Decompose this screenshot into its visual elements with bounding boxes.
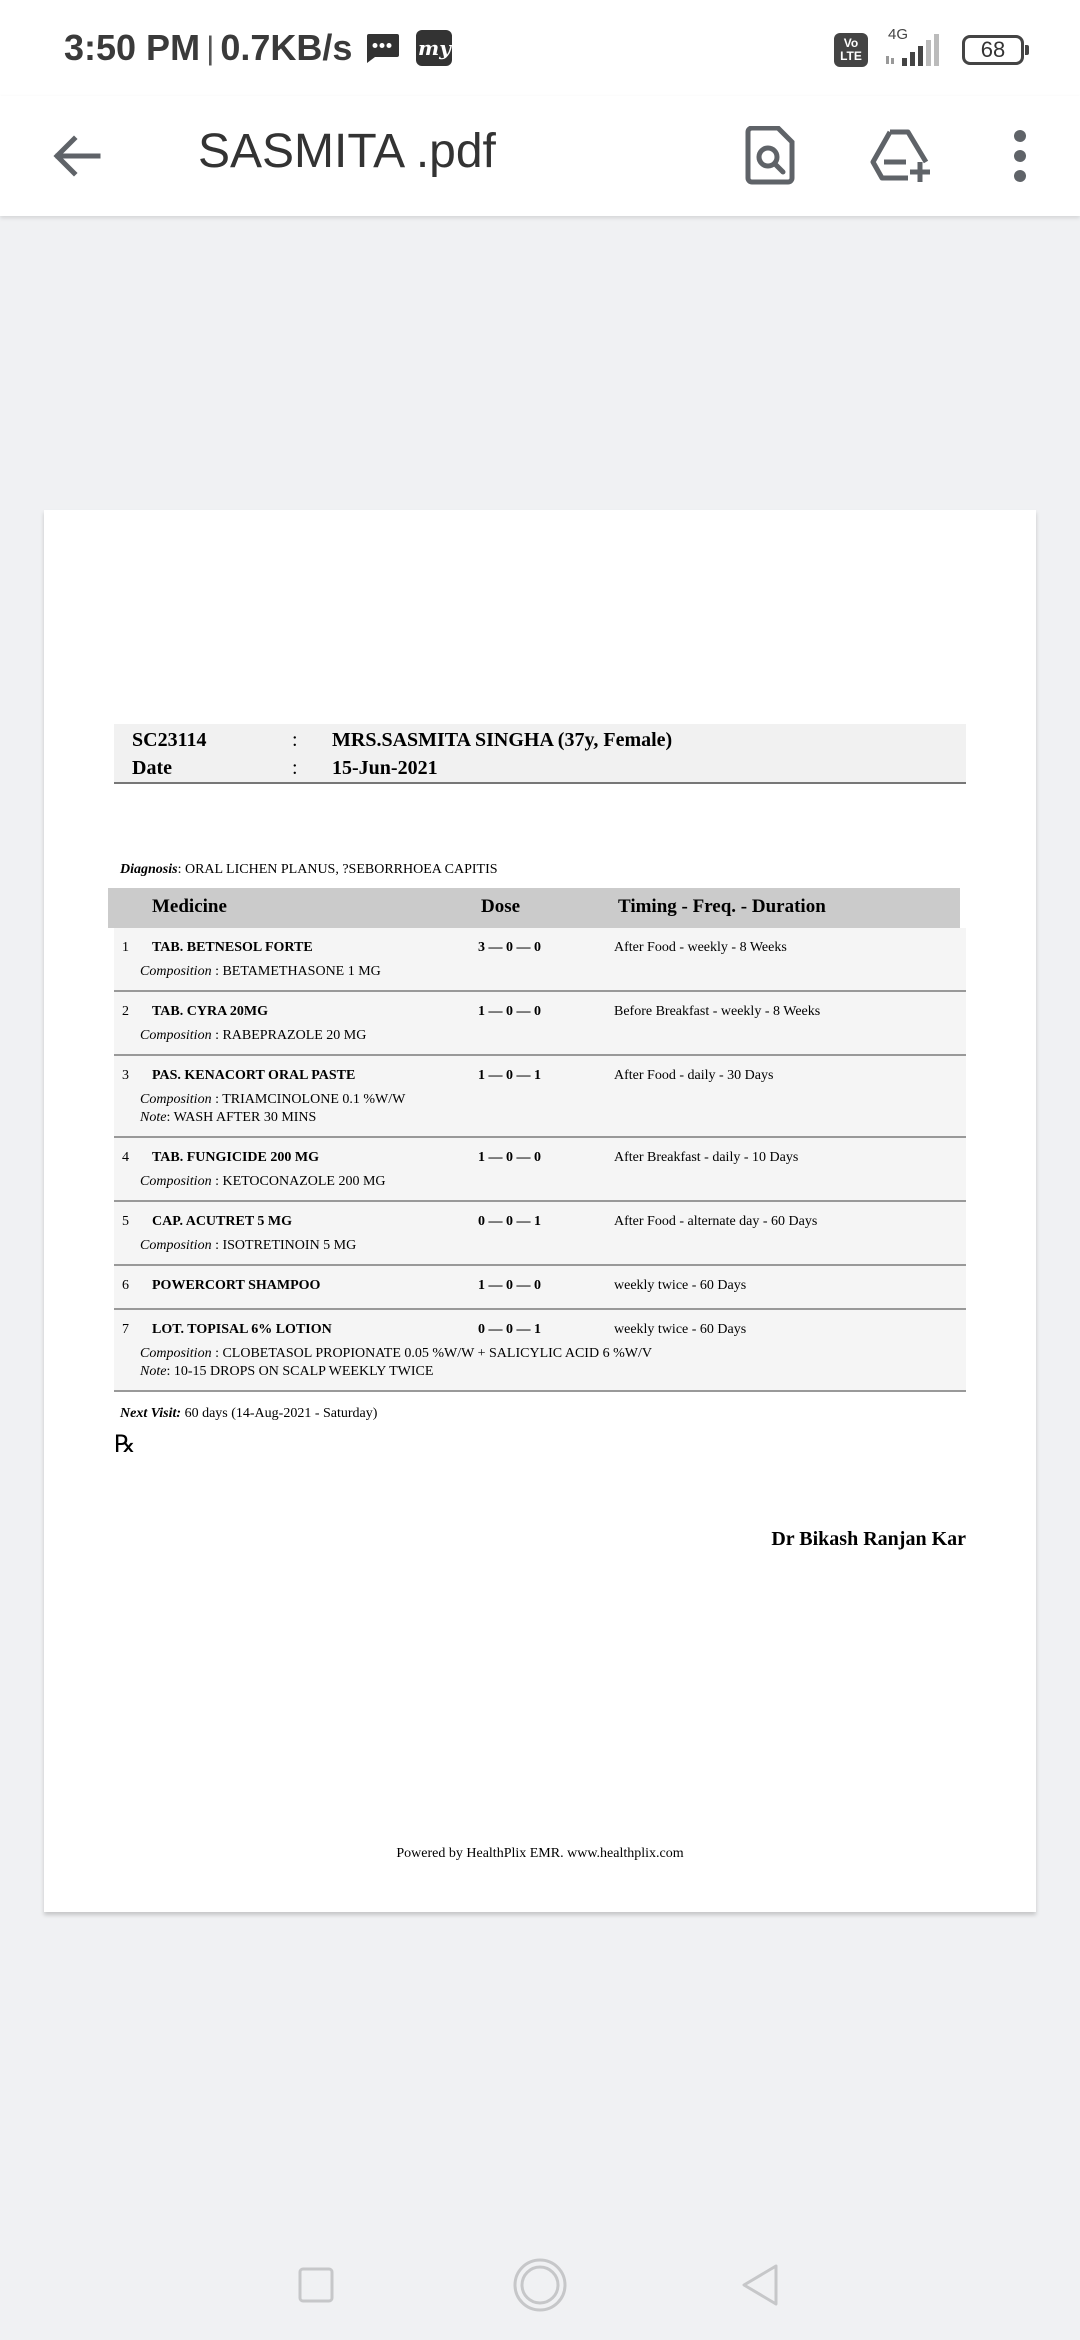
diagnosis bbox=[120, 862, 498, 878]
square-icon bbox=[298, 2267, 334, 2303]
status-left bbox=[64, 22, 452, 74]
composition-value: : ISOTRETINOIN 5 MG bbox=[211, 1238, 357, 1253]
composition-label: Composition bbox=[140, 1028, 212, 1043]
next-visit-label: Next Visit: bbox=[120, 1406, 182, 1421]
table-row bbox=[114, 1266, 966, 1310]
medicine-timing: weekly twice - 60 Days bbox=[614, 1278, 747, 1293]
next-visit bbox=[120, 1406, 377, 1422]
row-number: 1 bbox=[122, 940, 129, 955]
note-label: Note bbox=[140, 1364, 167, 1379]
medicine-name: TAB. BETNESOL FORTE bbox=[152, 940, 313, 955]
composition-label: Composition bbox=[140, 1092, 212, 1107]
row-number: 5 bbox=[122, 1214, 129, 1229]
doctor-name: Dr Bikash Ranjan Kar bbox=[771, 1528, 966, 1550]
back-nav-button[interactable] bbox=[725, 2250, 795, 2320]
table-row bbox=[114, 1202, 966, 1266]
medicine-dose: 1 — 0 — 0 bbox=[478, 1150, 541, 1165]
table-row bbox=[114, 992, 966, 1056]
medicine-name: TAB. FUNGICIDE 200 MG bbox=[152, 1150, 319, 1165]
volte-icon: Vo LTE bbox=[834, 33, 868, 67]
note-line bbox=[140, 1364, 433, 1380]
composition-label: Composition bbox=[140, 964, 212, 979]
composition-line bbox=[140, 964, 381, 980]
table-row bbox=[114, 928, 966, 992]
composition-value: : TRIAMCINOLONE 0.1 %W/W bbox=[211, 1092, 406, 1107]
composition-value: : KETOCONAZOLE 200 MG bbox=[211, 1174, 386, 1189]
header-timing: Timing - Freq. - Duration bbox=[618, 896, 826, 917]
network-speed: 0.7KB/s bbox=[220, 27, 353, 68]
medicine-table-header bbox=[108, 888, 960, 928]
diagnosis-label: Diagnosis bbox=[120, 862, 178, 877]
note-value: : WASH AFTER 30 MINS bbox=[166, 1110, 317, 1125]
note-line bbox=[140, 1110, 316, 1126]
composition-line bbox=[140, 1092, 405, 1108]
patient-name: MRS.SASMITA SINGHA (37y, Female) bbox=[332, 729, 673, 751]
table-row bbox=[114, 1310, 966, 1392]
home-button[interactable] bbox=[505, 2250, 575, 2320]
composition-value: : RABEPRAZOLE 20 MG bbox=[211, 1028, 367, 1043]
medicine-timing: After Breakfast - daily - 10 Days bbox=[614, 1150, 799, 1165]
medicine-dose: 1 — 0 — 0 bbox=[478, 1004, 541, 1019]
medicine-name: PAS. KENACORT ORAL PASTE bbox=[152, 1068, 356, 1083]
battery-icon bbox=[962, 35, 1024, 65]
add-to-drive-button[interactable] bbox=[862, 116, 942, 196]
composition-line bbox=[140, 1028, 366, 1044]
medicine-dose: 0 — 0 — 1 bbox=[478, 1214, 541, 1229]
row-number: 6 bbox=[122, 1278, 129, 1293]
table-row bbox=[114, 1056, 966, 1138]
recents-button[interactable] bbox=[281, 2250, 351, 2320]
status-time: 3:50 PM bbox=[64, 27, 201, 68]
circle-icon bbox=[512, 2257, 568, 2313]
medicine-timing: After Food - weekly - 8 Weeks bbox=[614, 940, 787, 955]
row-number: 7 bbox=[122, 1322, 129, 1337]
app-bar bbox=[0, 96, 1080, 216]
diagnosis-text: : ORAL LICHEN PLANUS, ?SEBORRHOEA CAPITIS bbox=[177, 862, 498, 877]
system-navigation-bar bbox=[0, 2230, 1080, 2340]
rx-symbol: ℞ bbox=[114, 1432, 136, 1458]
message-icon bbox=[364, 32, 400, 64]
medicine-timing: After Food - alternate day - 60 Days bbox=[614, 1214, 818, 1229]
myjio-app-icon: my bbox=[416, 30, 452, 66]
patient-id: SC23114 bbox=[132, 729, 207, 751]
colon: : bbox=[292, 729, 298, 751]
status-separator: | bbox=[206, 29, 215, 66]
row-number: 4 bbox=[122, 1150, 129, 1165]
composition-line bbox=[140, 1238, 356, 1254]
medicine-name: CAP. ACUTRET 5 MG bbox=[152, 1214, 293, 1229]
medicine-dose: 1 — 0 — 1 bbox=[478, 1068, 541, 1083]
header-dose: Dose bbox=[481, 896, 521, 917]
pdf-page[interactable] bbox=[44, 510, 1036, 1912]
triangle-back-icon bbox=[740, 2263, 780, 2307]
composition-line bbox=[140, 1346, 652, 1362]
composition-label: Composition bbox=[140, 1346, 212, 1361]
back-arrow-icon bbox=[50, 130, 102, 182]
composition-label: Composition bbox=[140, 1174, 212, 1189]
document-title: SASMITA .pdf bbox=[198, 125, 496, 178]
document-search-icon bbox=[744, 126, 796, 186]
search-in-document-button[interactable] bbox=[730, 116, 810, 196]
composition-value: : CLOBETASOL PROPIONATE 0.05 %W/W + SALICYLIC ACID 6 %W/V bbox=[211, 1346, 652, 1361]
header-medicine: Medicine bbox=[152, 896, 227, 917]
drive-add-icon bbox=[870, 128, 934, 184]
date-label: Date bbox=[132, 757, 172, 779]
row-number: 3 bbox=[122, 1068, 129, 1083]
colon: : bbox=[292, 757, 298, 779]
back-button[interactable] bbox=[42, 122, 110, 190]
medicine-dose: 3 — 0 — 0 bbox=[478, 940, 541, 955]
visit-date: 15-Jun-2021 bbox=[332, 757, 438, 779]
note-label: Note bbox=[140, 1110, 167, 1125]
powered-by-footer: Powered by HealthPlix EMR. www.healthplix.com bbox=[396, 1846, 684, 1861]
battery-level: 68 bbox=[980, 37, 1006, 62]
medicine-timing: Before Breakfast - weekly - 8 Weeks bbox=[614, 1004, 821, 1019]
status-right bbox=[834, 28, 1024, 72]
status-bar bbox=[0, 0, 1080, 96]
composition-line bbox=[140, 1174, 386, 1190]
medicine-name: TAB. CYRA 20MG bbox=[152, 1004, 269, 1019]
signal-icon bbox=[884, 26, 946, 70]
composition-value: : BETAMETHASONE 1 MG bbox=[211, 964, 381, 979]
medicine-timing: After Food - daily - 30 Days bbox=[614, 1068, 774, 1083]
more-options-button[interactable] bbox=[980, 116, 1060, 196]
network-type: 4G bbox=[888, 26, 909, 43]
patient-info-box bbox=[114, 724, 966, 784]
more-vert-icon bbox=[1010, 128, 1030, 184]
note-value: : 10-15 DROPS ON SCALP WEEKLY TWICE bbox=[166, 1364, 434, 1379]
row-number: 2 bbox=[122, 1004, 129, 1019]
medicine-name: POWERCORT SHAMPOO bbox=[152, 1278, 321, 1293]
medicine-name: LOT. TOPISAL 6% LOTION bbox=[152, 1322, 332, 1337]
table-row bbox=[114, 1138, 966, 1202]
medicine-timing: weekly twice - 60 Days bbox=[614, 1322, 747, 1337]
medicine-dose: 1 — 0 — 0 bbox=[478, 1278, 541, 1293]
next-visit-text: 60 days (14-Aug-2021 - Saturday) bbox=[181, 1406, 378, 1421]
composition-label: Composition bbox=[140, 1238, 212, 1253]
medicine-dose: 0 — 0 — 1 bbox=[478, 1322, 541, 1337]
